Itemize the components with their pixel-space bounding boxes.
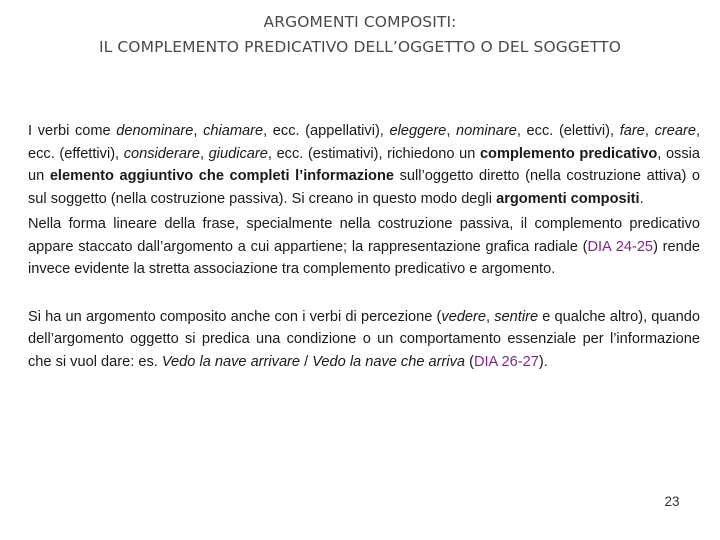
slide-body xyxy=(28,120,700,373)
slide-reference: DIA 26-27 xyxy=(473,353,539,370)
italic-term: giudicare xyxy=(208,145,268,162)
text-run: ( xyxy=(465,353,474,370)
italic-term: Vedo la nave che arriva xyxy=(312,353,466,370)
paragraph-perception-verbs xyxy=(28,306,700,374)
text-run: , ecc. (elettivi), xyxy=(516,123,620,139)
text-run: , xyxy=(644,123,655,139)
slide-title-line-1: ARGOMENTI COMPOSITI: xyxy=(263,13,457,31)
text-run: ) rende invece evidente la stretta associazione tra complemento predicativo e argomento. xyxy=(28,238,701,277)
bold-term: complemento predicativo xyxy=(479,145,658,162)
slide-title xyxy=(0,10,720,60)
italic-term: considerare xyxy=(123,145,200,162)
italic-term: Vedo la nave arrivare xyxy=(161,353,301,370)
text-run: ). xyxy=(538,353,548,370)
italic-term: vedere xyxy=(441,308,487,325)
text-run: . xyxy=(639,190,644,207)
text-run: , xyxy=(446,123,457,139)
text-run: , xyxy=(200,145,209,162)
text-run: Nella forma lineare della frase, specialmente nella costruzione passiva, il complemento predicativo appare staccato dall’argomento a cui appartiene; la rappresentazione grafica radiale ( xyxy=(28,216,700,255)
text-run: e qualche altro), quando dell’argomento oggetto si predica una condizione o un comportamento essenziale per l’informazione che si vuol dare: es. xyxy=(28,308,701,370)
italic-term: sentire xyxy=(494,308,539,325)
italic-term: chiamare xyxy=(203,123,264,139)
bold-term: elemento aggiuntivo che completi l’informazione xyxy=(49,168,395,184)
text-run: , ecc. (appellativi), xyxy=(263,123,390,139)
paragraph-linear-form xyxy=(28,213,700,281)
text-run: I verbi come xyxy=(28,123,117,139)
italic-term: creare xyxy=(654,123,696,139)
text-run: , ecc. (estimativi), richiedono un xyxy=(267,145,480,162)
slide-title-line-2: IL COMPLEMENTO PREDICATIVO DELL’OGGETTO O DEL SOGGETTO xyxy=(98,38,622,56)
italic-term: denominare xyxy=(116,123,194,139)
italic-term: nominare xyxy=(456,123,517,139)
text-run: / xyxy=(300,353,313,370)
text-run: , ecc. (effettivi), xyxy=(28,123,701,162)
paragraph-verbs xyxy=(28,120,700,210)
text-run: Si ha un argomento composito anche con i verbi di percezione ( xyxy=(28,308,442,325)
text-run: sull’oggetto diretto (nella costruzione attiva) o sul soggetto (nella costruzione passiva). Si creano in questo modo degli xyxy=(28,168,700,207)
italic-term: fare xyxy=(619,123,645,139)
text-run: , xyxy=(486,308,495,325)
page-number: 23 xyxy=(664,494,680,509)
bold-term: argomenti compositi xyxy=(496,190,640,207)
slide-reference: DIA 24-25 xyxy=(587,238,654,255)
text-run: , xyxy=(193,123,204,139)
italic-term: eleggere xyxy=(389,123,447,139)
text-run: , ossia un xyxy=(28,145,701,184)
